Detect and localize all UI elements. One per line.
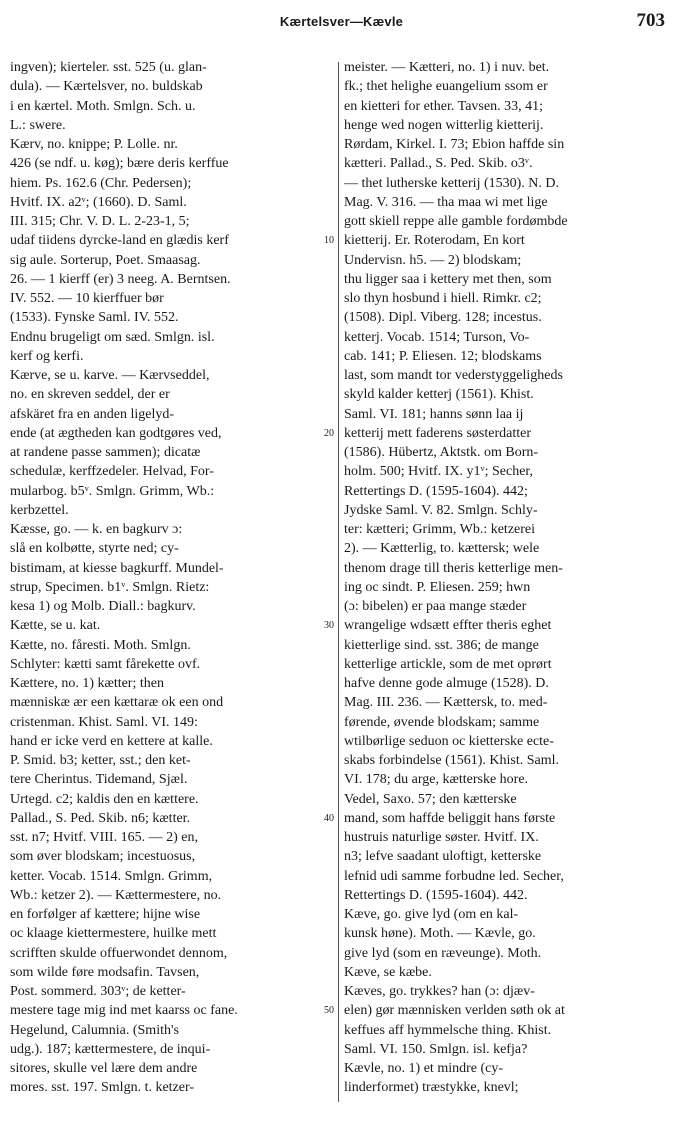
text-line: mand, som haffde beliggit hans første <box>344 810 556 826</box>
text-line: ketterj. Vocab. 1514; Turson, Vo- <box>344 329 530 345</box>
text-line: ter: kætteri; Grimm, Wb.: ketzerei <box>344 522 536 537</box>
text-line: mores. sst. 197. Smlgn. t. ketzer- <box>10 1080 195 1096</box>
text-line: P. Smid. b3; ketter, sst.; den ket- <box>10 753 191 768</box>
text-line: give lyd (som en ræveunge). Moth. <box>344 945 542 961</box>
text-line: mænniskæ ær een kættaræ ok een ond <box>10 695 224 711</box>
text-line: linderformet) træstykke, knevl; <box>344 1080 519 1096</box>
text-line: Rørdam, Kirkel. I. 73; Ebion haffde sin <box>344 137 565 152</box>
text-line: afskäret fra en anden ligelyd- <box>10 406 175 422</box>
text-line: cab. 141; P. Eliesen. 12; blodskams <box>344 348 542 364</box>
text-line: sitores, skulle vel lære dem andre <box>10 1061 198 1076</box>
text-line: slo thyn hosbund i hiell. Rimkr. c2; <box>344 291 542 306</box>
text-line: Rettertings D. (1595-1604). 442; <box>344 483 528 499</box>
line-number: 10 <box>324 235 334 247</box>
text-line: mestere tage mig ind met kaarss oc fane. <box>10 1003 238 1019</box>
text-line: Kæsse, go. — k. en bagkurv ɔ: <box>10 522 183 537</box>
text-line: ketterij mett faderens søsterdatter <box>344 425 531 441</box>
text-line: (ɔ: bibelen) er paa mange stæder <box>344 599 527 614</box>
text-line: hafve denne gode almuge (1528). D. <box>344 676 549 691</box>
text-line: skabs forbindelse (1561). Khist. Saml. <box>344 753 560 768</box>
text-line: Pallad., S. Ped. Skib. n6; kætter. <box>10 810 191 826</box>
text-line: udaf tiidens dyrcke-land en glædis kerf <box>10 233 229 249</box>
line-number: 20 <box>324 427 334 439</box>
text-line: Kætte, no. fåresti. Moth. Smlgn. <box>10 637 191 653</box>
left-column <box>10 58 328 1098</box>
text-line: som wilde føre modsafin. Tavsen, <box>10 964 200 980</box>
text-line: Kærv, no. knippe; P. Lolle. nr. <box>10 137 178 152</box>
text-line: en kietteri for ether. Tavsen. 33, 41; <box>344 98 543 114</box>
text-line: en forfølger af kættere; hijne wise <box>10 907 201 922</box>
text-line: (1533). Fynske Saml. IV. 552. <box>10 310 179 326</box>
text-line: keffues aff hymmelsche thing. Khist. <box>344 1022 552 1038</box>
text-line: Kætte, se u. kat. <box>10 618 101 634</box>
text-line: no. en skreven seddel, der er <box>10 387 170 403</box>
text-line: kietterij. Er. Roterodam, En kort <box>344 233 525 249</box>
text-line: Kævle, no. 1) et mindre (cy- <box>344 1061 504 1076</box>
text-line: skyld kalder ketterj (1561). Khist. <box>344 387 534 403</box>
text-line: (1586). Hübertz, Aktstk. om Born- <box>344 445 539 460</box>
text-line: dula). — Kærtelsver, no. buldskab <box>10 79 203 95</box>
text-line: meister. — Kætteri, no. 1) i nuv. bet. <box>344 60 550 75</box>
text-line: Kæve, go. give lyd (om en kal- <box>344 907 519 922</box>
text-line: sst. n7; Hvitf. VIII. 165. — 2) en, <box>10 830 198 845</box>
text-line: last, som mandt tor vederstyggeligheds <box>344 368 563 383</box>
text-line: kerbzettel. <box>10 502 69 518</box>
text-line: som øver blodskam; incestuosus, <box>10 849 196 865</box>
text-line: kunsk høne). Moth. — Kævle, go. <box>344 926 536 942</box>
text-line: kietterlige sind. sst. 386; de mange <box>344 637 539 653</box>
text-line: Hvitf. IX. a2ᵛ; (1660). D. Saml. <box>10 194 187 210</box>
text-line: Mag. V. 316. — tha maa wi met lige <box>344 194 548 210</box>
text-line: oc klaage kiettermestere, huilke mett <box>10 926 217 942</box>
text-line: Rettertings D. (1595-1604). 442. <box>344 887 528 903</box>
text-line: hiem. Ps. 162.6 (Chr. Pedersen); <box>10 175 192 191</box>
text-line: sig aule. Sorterup, Poet. Smaasag. <box>10 252 201 268</box>
line-number: 50 <box>324 1005 334 1017</box>
text-line: tere Cherintus. Tidemand, Sjæl. <box>10 772 188 788</box>
text-line: Kæve, se kæbe. <box>344 964 432 980</box>
text-line: Schlyter: kætti samt fårekette ovf. <box>10 656 201 672</box>
text-line: ketter. Vocab. 1514. Smlgn. Grimm, <box>10 868 213 884</box>
text-line: hand er icke verd en kettere at kalle. <box>10 733 213 749</box>
text-line: elen) gør mænnisken verlden søth ok at <box>344 1003 565 1019</box>
text-line: Post. sommerd. 303ᵛ; de ketter- <box>10 984 186 999</box>
page-header <box>0 6 683 40</box>
text-line: kerf og kerfi. <box>10 348 84 364</box>
text-line: L.: swere. <box>10 117 66 133</box>
column-divider <box>338 62 339 1102</box>
text-line: bistimam, at kiesse bagkurff. Mundel- <box>10 560 224 576</box>
text-line: at randene passe sammen); dicatæ <box>10 445 201 460</box>
text-line: kesa 1) og Molb. Diall.: bagkurv. <box>10 599 196 614</box>
text-line: Mag. III. 236. — Kættersk, to. med- <box>344 695 548 711</box>
text-line: schedulæ, kerffzedeler. Helvad, For- <box>10 464 214 480</box>
text-line: scrifften skulde offuerwondet dennom, <box>10 945 228 961</box>
right-column <box>344 58 662 1098</box>
text-line: hustruis naturlige søster. Hvitf. IX. <box>344 830 539 845</box>
text-line: 26. — 1 kierff (er) 3 neeg. A. Berntsen. <box>10 271 231 287</box>
text-line: ing oc sindt. P. Eliesen. 259; hwn <box>344 579 531 595</box>
running-head: Kærtelsver—Kævle <box>279 14 404 29</box>
text-line: wrangelige wdsætt effter theris eghet <box>344 618 552 634</box>
text-line: Saml. VI. 181; hanns sønn laa ij <box>344 406 524 422</box>
text-line: n3; lefve saadant uloftigt, ketterske <box>344 849 542 865</box>
text-line: thenom drage till theris ketterlige men- <box>344 560 563 576</box>
text-line: Undervisn. h5. — 2) blodskam; <box>344 252 522 268</box>
text-line: (1508). Dipl. Viberg. 128; incestus. <box>344 310 542 326</box>
text-line: Jydske Saml. V. 82. Smlgn. Schly- <box>344 502 538 518</box>
text-line: ende (at ægtheden kan godtgøres ved, <box>10 425 222 441</box>
text-line: fk.; thet helighe euangelium ssom er <box>344 79 548 95</box>
text-line: wtilbørlige seduon oc kietterske ecte- <box>344 733 554 749</box>
line-number: 30 <box>324 620 334 632</box>
text-line: strup, Specimen. b1ᵛ. Smlgn. Rietz: <box>10 579 210 595</box>
text-line: Kærve, se u. karve. — Kærvseddel, <box>10 368 210 383</box>
text-line: Hegelund, Calumnia. (Smith's <box>10 1022 179 1038</box>
text-line: Saml. VI. 150. Smlgn. isl. kefja? <box>344 1041 528 1057</box>
text-line: VI. 178; du arge, kætterske hore. <box>344 772 529 788</box>
text-line: 426 (se ndf. u. køg); bære deris kerffue <box>10 156 229 172</box>
text-line: lefnid udi samme forbudne led. Secher, <box>344 868 564 884</box>
text-line: ketterlige artickle, som de met oprørt <box>344 656 552 672</box>
text-line: 2). — Kætterlig, to. kættersk; wele <box>344 541 540 557</box>
text-line: gott skiell reppe alle gamble fordømbde <box>344 214 568 229</box>
text-line: holm. 500; Hvitf. IX. y1ᵛ; Secher, <box>344 464 534 480</box>
text-line: III. 315; Chr. V. D. L. 2-23-1, 5; <box>10 214 190 229</box>
text-line: Urtegd. c2; kaldis den en kættere. <box>10 791 199 807</box>
text-line: IV. 552. — 10 kierffuer bør <box>10 291 164 306</box>
text-line: Endnu brugeligt om sæd. Smlgn. isl. <box>10 329 215 345</box>
text-line: førende, øvende blodskam; samme <box>344 714 540 730</box>
text-line: Wb.: ketzer 2). — Kættermestere, no. <box>10 887 222 903</box>
line-number: 40 <box>324 812 334 824</box>
text-line: Kæves, go. trykkes? han (ɔ: djæv- <box>344 984 535 999</box>
text-line: thu ligger saa i kettery met then, som <box>344 271 552 287</box>
text-line: Vedel, Saxo. 57; den kætterske <box>344 791 517 807</box>
text-line: mularbog. b5ᵛ. Smlgn. Grimm, Wb.: <box>10 483 215 499</box>
text-line: slå en kolbøtte, styrte ned; cy- <box>10 541 179 557</box>
page-number: 703 <box>636 10 665 31</box>
text-line: Kættere, no. 1) kætter; then <box>10 676 164 691</box>
text-line: i en kærtel. Moth. Smlgn. Sch. u. <box>10 98 196 114</box>
text-line: udg.). 187; kættermestere, de inqui- <box>10 1041 211 1057</box>
text-line: — thet lutherske ketterij (1530). N. D. <box>344 175 560 191</box>
text-line: henge wed nogen witterlig kietterij. <box>344 117 544 133</box>
text-line: kætteri. Pallad., S. Ped. Skib. o3ᵛ. <box>344 156 533 172</box>
text-line: ingven); kierteler. sst. 525 (u. glan- <box>10 60 207 75</box>
text-line: cristenman. Khist. Saml. VI. 149: <box>10 714 198 730</box>
